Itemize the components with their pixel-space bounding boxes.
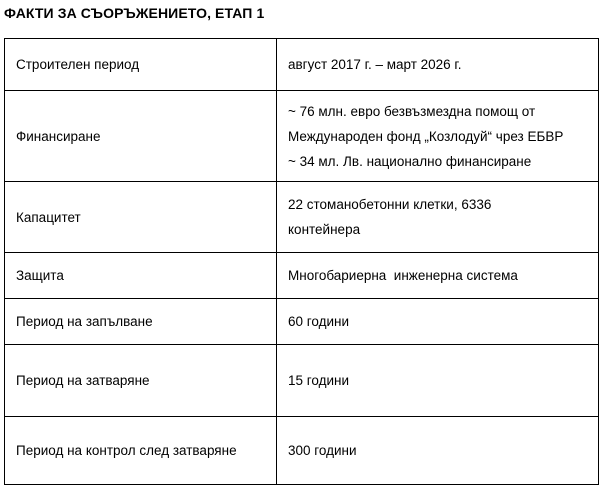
row-label: Период на запълване — [5, 299, 277, 345]
value-line: контейнера — [288, 222, 361, 237]
table-row — [5, 182, 599, 253]
table-row — [5, 299, 599, 345]
table-row — [5, 39, 599, 91]
row-label: Финансиране — [5, 91, 277, 182]
facts-table — [4, 38, 599, 485]
row-value: Многобариерна инженерна система — [277, 253, 599, 299]
table-row — [5, 417, 599, 485]
row-value: август 2017 г. – март 2026 г. — [277, 39, 599, 91]
value-line: 22 стоманобетонни клетки, 6336 — [288, 197, 492, 212]
row-value: 15 години — [277, 345, 599, 417]
value-line: ~ 76 млн. евро безвъзмездна помощ от — [288, 103, 536, 119]
row-label: Период на контрол след затваряне — [5, 417, 277, 485]
row-label: Защита — [5, 253, 277, 299]
table-row — [5, 91, 599, 182]
row-label: Период на затваряне — [5, 345, 277, 417]
page-title: ФАКТИ ЗА СЪОРЪЖЕНИЕТО, ЕТАП 1 — [4, 5, 265, 21]
value-line: ~ 34 мл. Лв. национално финансиране — [288, 153, 532, 169]
row-value: 300 години — [277, 417, 599, 485]
table-row — [5, 253, 599, 299]
row-label: Капацитет — [5, 182, 277, 253]
row-value: 60 години — [277, 299, 599, 345]
value-line: Международен фонд „Козлодуй“ чрез ЕБВР — [288, 128, 564, 144]
row-value — [277, 91, 599, 182]
table-row — [5, 345, 599, 417]
row-value — [277, 182, 599, 253]
row-label: Строителен период — [5, 39, 277, 91]
